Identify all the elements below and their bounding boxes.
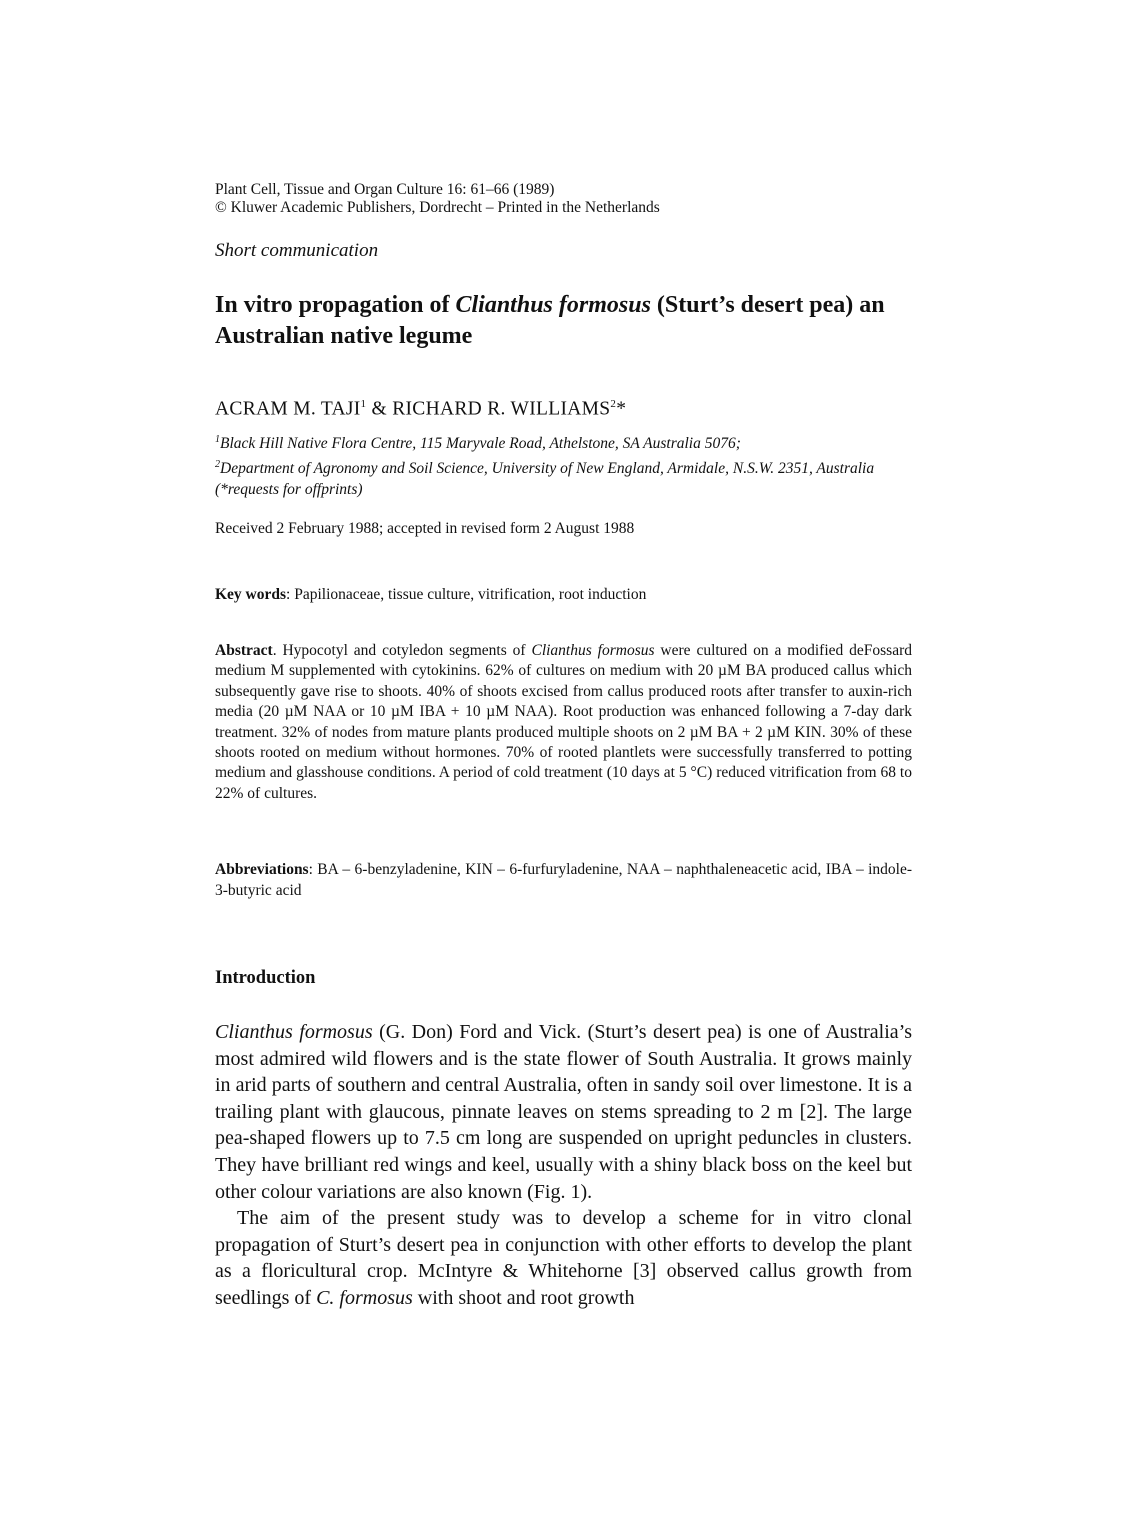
introduction-paragraph-2	[215, 1205, 912, 1311]
abstract-text-1: . Hypocotyl and cotyledon segments of	[272, 642, 532, 659]
affiliation-1-mark: 1	[215, 434, 220, 445]
affiliation-2-mark: 2	[215, 459, 220, 471]
keywords-text: : Papilionaceae, tissue culture, vitrification, root induction	[286, 586, 647, 603]
affiliation-2	[215, 454, 912, 500]
author-list	[215, 398, 626, 421]
title-part-2: (Sturt’s desert pea) an Australian native legume	[215, 292, 885, 349]
keywords-label: Key words	[215, 586, 287, 603]
corresponding-author-mark: *	[616, 398, 627, 420]
intro-p1-text: (G. Don) Ford and Vick. (Sturt’s desert pea) is one of Australia’s most admired wild flowers and is the state flower of South Australia. It grows mainly in arid parts of southern and central Australia, often in sandy soil over limestone. It is a trailing plant with glaucous, pinnate leaves on stems spreading to 2 m [2]. The large pea-shaped flowers up to 7.5 cm long are suspended on upright peduncles in clusters. They have brilliant red wings and keel, usually with a shiny black boss on the keel but other colour variations are also known (Fig. 1).	[215, 1021, 912, 1203]
intro-p2-species: C. formosus	[316, 1286, 413, 1309]
affiliation-2-text: Department of Agronomy and Soil Science, University of New England, Armidale, N.S.W. 2351, Australia (*requests for offprints)	[215, 460, 875, 499]
introduction-body	[215, 1019, 912, 1312]
received-date: Received 2 February 1988; accepted in revised form 2 August 1988	[215, 520, 635, 537]
author-1-affiliation-mark: 1	[360, 398, 367, 410]
journal-citation	[215, 181, 660, 217]
section-label: Short communication	[215, 240, 379, 261]
title-part-1: In vitro propagation of	[215, 292, 456, 318]
author-2: RICHARD R. WILLIAMS	[392, 398, 611, 420]
intro-species: Clianthus formosus	[215, 1021, 373, 1043]
paper-title	[215, 290, 912, 352]
abbreviations-label: Abbreviations	[215, 861, 309, 878]
abstract-text-2: were cultured on a modified deFossard medium M supplemented with cytokinins. 62% of cultures on medium with 20 µM BA produced callus which subsequently gave rise to shoots. 40% of shoots excised from callus produced roots after transfer to auxin-rich media (20 µM NAA or 10 µM IBA + 10 µM NAA). Root production was enhanced following a 7-day dark treatment. 32% of nodes from mature plants produced multiple shoots on 2 µM BA + 2 µM KIN. 30% of these shoots rooted on medium without hormones. 70% of rooted plantlets were successfully transferred to potting medium and glasshouse conditions. A period of cold treatment (10 days at 5 °C) reduced vitrification from 68 to 22% of cultures.	[215, 642, 913, 802]
abstract-label: Abstract	[215, 642, 273, 659]
abbreviations-text: : BA – 6-benzyladenine, KIN – 6-furfuryladenine, NAA – naphthaleneacetic acid, IBA – indole-3-butyric acid	[215, 861, 912, 899]
author-1: ACRAM M. TAJI	[215, 398, 361, 420]
affiliation-1	[215, 429, 912, 454]
introduction-heading: Introduction	[215, 968, 316, 988]
affiliation-1-text: Black Hill Native Flora Centre, 115 Maryvale Road, Athelstone, SA Australia 5076;	[220, 435, 741, 453]
abstract-species: Clianthus formosus	[531, 642, 655, 659]
abbreviations	[215, 860, 912, 901]
journal-line-1: Plant Cell, Tissue and Organ Culture 16: 61–66 (1989)	[215, 181, 555, 198]
abstract	[215, 641, 912, 804]
introduction-paragraph-1	[215, 1019, 912, 1205]
keywords	[215, 586, 646, 604]
author-2-affiliation-mark: 2	[610, 398, 617, 410]
affiliations	[215, 429, 912, 500]
title-species: Clianthus formosus	[455, 292, 651, 318]
intro-p2-text-2: with shoot and root growth	[412, 1286, 635, 1309]
author-separator: &	[366, 398, 393, 420]
intro-p2-text-1: The aim of the present study was to develop a scheme for in vitro clonal propagation of Sturt’s desert pea in conjunction with other efforts to develop the plant as a floricultural crop. McIntyre & Whitehorne [3] observed callus growth from seedlings of	[215, 1207, 912, 1309]
journal-line-2: © Kluwer Academic Publishers, Dordrecht – Printed in the Netherlands	[215, 199, 660, 216]
